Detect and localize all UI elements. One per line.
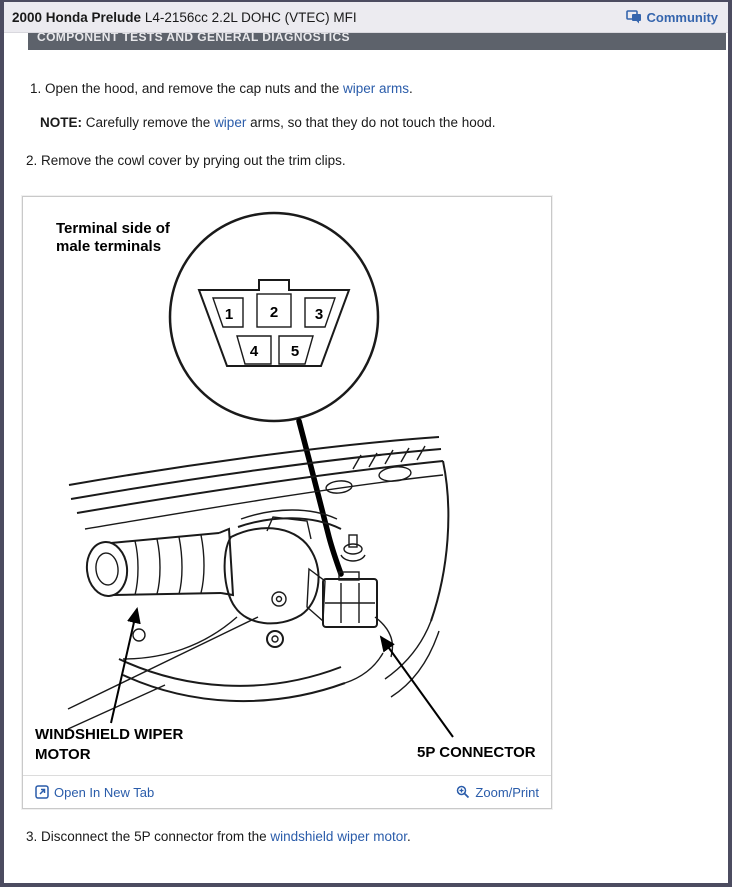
- step-2: [26, 152, 728, 169]
- step-3: 3. Disconnect the 5P connector from the windshield wiper motor.: [26, 829, 411, 844]
- step-2-text: Remove the cowl cover by prying out the trim clips.: [37, 153, 346, 168]
- community-label: Community: [646, 9, 718, 25]
- wiper-link[interactable]: wiper: [214, 115, 247, 130]
- motor-label: [35, 726, 183, 763]
- step-1: 1. Open the hood, and remove the cap nuts and the wiper arms.: [30, 81, 413, 96]
- open-in-new-tab-icon: [35, 785, 49, 799]
- terminal-side-label: [56, 220, 171, 255]
- wiper-motor-line-art: [84, 510, 383, 701]
- magnifier-leader-line: [299, 421, 341, 574]
- zoom-print-link[interactable]: Zoom/Print: [456, 785, 539, 800]
- connector-label: 5P CONNECTOR: [417, 744, 536, 761]
- step-3-text: Disconnect the 5P connector from the: [37, 829, 271, 844]
- pin-4: 4: [249, 343, 259, 360]
- step-1-number: 1.: [30, 81, 42, 96]
- wiring-diagram: [23, 197, 551, 775]
- section-title-label: COMPONENT TESTS AND GENERAL DIAGNOSTICS: [37, 33, 350, 44]
- chat-icon: [626, 10, 642, 24]
- wiper-arms-link[interactable]: wiper arms: [342, 81, 409, 96]
- zoom-icon: [456, 785, 470, 799]
- diagram-toolbar: [23, 775, 551, 808]
- pin-5: 5: [290, 343, 300, 360]
- note-text: Carefully remove the: [82, 115, 215, 130]
- section-title-bar: [28, 33, 726, 50]
- step-2-number: 2.: [26, 153, 38, 168]
- open-in-new-tab-link[interactable]: Open In New Tab: [35, 785, 154, 800]
- header-bar: [4, 2, 728, 33]
- svg-text:male terminals: male terminals: [56, 238, 162, 255]
- step-1-text: Open the hood, and remove the cap nuts and the: [41, 81, 343, 96]
- community-link[interactable]: [626, 10, 719, 25]
- svg-text:WINDSHIELD WIPER: WINDSHIELD WIPER: [35, 726, 184, 743]
- vehicle-title-bold: 2000 Honda Prelude: [12, 9, 142, 25]
- vehicle-title-rest: L4-2156cc 2.2L DOHC (VTEC) MFI: [141, 9, 357, 25]
- windshield-wiper-motor-link[interactable]: windshield wiper motor: [270, 829, 407, 844]
- note-label: NOTE:: [40, 115, 82, 130]
- pin-3: 3: [314, 306, 324, 323]
- svg-text:Terminal side of: Terminal side of: [56, 220, 170, 237]
- vehicle-title: [12, 10, 357, 25]
- svg-text:MOTOR: MOTOR: [35, 746, 91, 763]
- pin-2: 2: [269, 304, 279, 321]
- note: NOTE: Carefully remove the wiper arms, so that they do not touch the hood.: [40, 115, 496, 130]
- step-3-number: 3.: [26, 829, 38, 844]
- connector-detail-circle: [170, 213, 378, 421]
- pin-1: 1: [224, 306, 234, 323]
- 5p-connector-art: [307, 569, 392, 657]
- diagram-panel: [22, 196, 552, 809]
- connector-arrow: [381, 637, 453, 737]
